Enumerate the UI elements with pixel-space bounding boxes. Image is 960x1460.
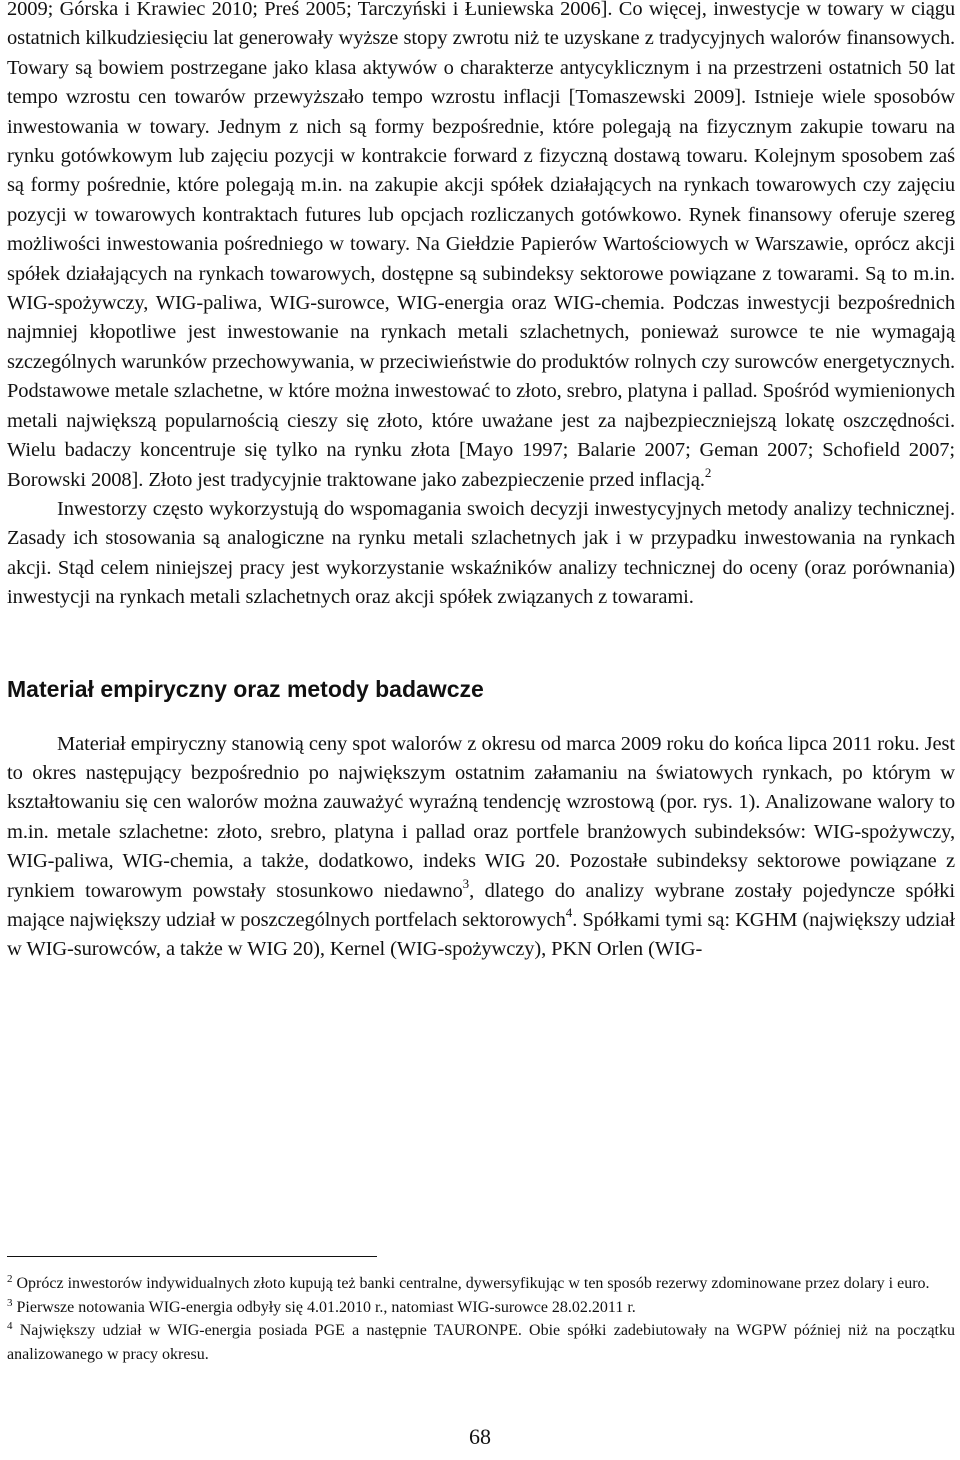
footnote-number: 4 <box>7 1320 13 1332</box>
footnote-ref: 3 <box>462 875 470 891</box>
paragraph-text: . Spółkami tymi są: KGHM (największy udział w WIG-surowców, a także w WIG 20), Kernel (WIG-spożywczy), PKN Orlen (WIG- <box>7 908 955 961</box>
paragraph-text: , dlatego do analizy wybrane zostały pojedyncze spółki mające największy udział w poszczególnych portfelach sektorowych <box>7 879 955 931</box>
footnote-text: Oprócz inwestorów indywidualnych złoto kupują też banki centralne, dywersyfikując w ten sposób rezerwy zdominowane przez dolary i euro. <box>12 1275 930 1292</box>
footnote-text: Pierwsze notowania WIG-energia odbyły się 4.01.2010 r., natomiast WIG-surowce 28.02.2011 r. <box>12 1298 636 1316</box>
section-paragraph <box>7 730 955 965</box>
page-number: 68 <box>469 1424 491 1449</box>
footnote <box>7 1296 955 1320</box>
paragraph-text: Materiał empiryczny stanowią ceny spot walorów z okresu od marca 2009 roku do końca lipca 2011 roku. Jest to okres następujący bezpośrednio po największym ostatnim załamaniu na światowych rynkach, po którym w kształtowaniu się cen walorów można zauważyć wyraźną tendencję wzrostową (por. rys. 1). Analizowane walory to m.in. metale szlachetne: złoto, srebro, platyna i pallad oraz portfele branżowych subindeksów: WIG-spożywczy, WIG-paliwa, WIG-chemia, a także, dodatkowo, indeks WIG 20. Pozostałe subindeksy sektorowe powiązane z rynkiem towarowym powstały stosunkowo niedawno <box>7 732 955 902</box>
paragraph-text: 2009; Górska i Krawiec 2010; Preś 2005; Tarczyński i Łuniewska 2006]. Co więcej, inwestycje w towary w ciągu ostatnich kilkudziesięciu lat generowały wyższe stopy zwrotu niż te uzyskane z tradycyjnych walorów finansowych. Towary są bowiem postrzegane jako klasa aktywów o charakterze antycyklicznym i na przestrzeni ostatnich 50 lat tempo wzrostu cen towarów przewyższało tempo wzrostu inflacji [Tomaszewski 2009]. Istnieje wiele sposobów inwestowania w towary. Jednym z nich są formy bezpośrednie, które polegają na fizycznym zakupie towaru na rynku gotówkowym lub zajęciu pozycji w kontrakcie forward z fizyczną dostawą towaru. Kolejnym sposobem zaś są formy pośrednie, które polegają m.in. na zakupie akcji spółek działających na rynkach towarowych czy zajęciu pozycji w towarowych kontraktach futures lub opcjach rozliczanych gotówkowo. Rynek finansowy oferuje szereg możliwości inwestowania pośredniego w towary. Na Giełdzie Papierów Wartościowych w Warszawie, oprócz akcji spółek działających na rynkach towarowych, dostępne są subindeksy sektorowe powiązane z towarami. Są to m.in. WIG-spożywczy, WIG-paliwa, WIG-surowce, WIG-energia oraz WIG-chemia. Podczas inwestycji bezpośrednich najmniej kłopotliwe jest inwestowanie na rynkach metali szlachetnych, ponieważ surowce te nie wymagają szczególnych warunków przechowywania, w przeciwieństwie do produktów rolnych czy surowców energetycznych. Podstawowe metale szlachetne, w które można inwestować to złoto, srebro, platyna i pallad. Spośród wymienionych metali największą popularnością cieszy się złoto, które uważane jest za najbezpieczniejszą lokatę oszczędności. Wielu badaczy koncentruje się tylko na rynku złota [Mayo 1997; Balarie 2007; Geman 2007; Schofield 2007; Borowski 2008]. Złoto jest tradycyjnie traktowane jako zabezpieczenie przed inflacją. <box>7 0 955 491</box>
footnote-number: 2 <box>7 1273 13 1285</box>
footnote-text: Największy udział w WIG-energia posiada PGE a następnie TAURONPE. Obie spółki zadebiutowały na WGPW później niż na początku analizowanego w pracy okresu. <box>7 1322 955 1363</box>
footnote-ref: 2 <box>704 464 712 480</box>
footnote-ref: 4 <box>565 904 573 920</box>
footnote-number: 3 <box>7 1296 13 1309</box>
body-paragraph: Inwestorzy często wykorzystują do wspomagania swoich decyzji inwestycyjnych metody analizy technicznej. Zasady ich stosowania są analogiczne na rynku metali szlachetnych jak i w przypadku inwestowania na rynkach akcji. Stąd celem niniejszej pracy jest wykorzystanie wskaźników analizy technicznej do oceny (oraz porównania) inwestycji na rynkach metali szlachetnych oraz akcji spółek związanych z towarami. <box>7 497 955 609</box>
footnotes <box>7 1272 955 1366</box>
footnote <box>7 1319 955 1366</box>
section-heading: Materiał empiryczny oraz metody badawcze <box>7 675 484 702</box>
document-page <box>7 0 955 965</box>
footnote-separator <box>7 1256 377 1257</box>
footnote <box>7 1272 955 1296</box>
body-paragraph <box>7 0 955 495</box>
